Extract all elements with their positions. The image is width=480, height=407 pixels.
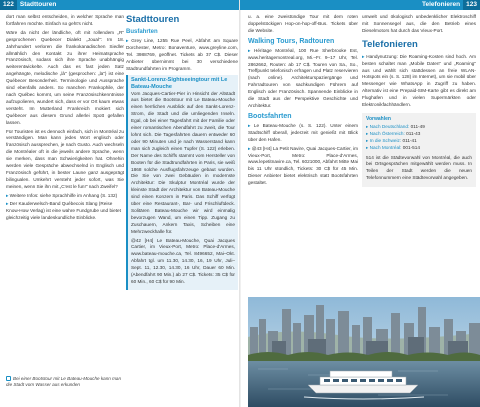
info-list [6,193,124,222]
camera-icon [6,376,11,381]
right-column-2 [362,14,476,296]
boat-entry: ▸ @43 [H4] La Petit Navire, Quai Jacques-Cartier, im Vieux-Port, Metro: Place-d'Armes, www.lepetitnavire.ca, Tel. 6021000, Abfahrt Mitte Mai bis 11 Uhr stündlich, Tickets: 30 C$ für 45 Min. Dieser Anbieter bietet elektrisch statt Bootsfahrten gestaltet. [248,145,358,186]
right-page-header [240,0,480,10]
arrow-icon: ▸ [248,47,254,53]
arrow-icon: ▸ [248,122,254,128]
prefix-row: ▸ In die Schweiz: 011-41 [366,137,417,143]
section-heading-telefonieren: Telefonieren [362,38,418,50]
bus-entry: ▸ Grey Line, 1255 Rue Peel, Abfahrt am Square Dorchester, Metro: Bonaventure, www.greyline.com, Tel. 3988769, geöffnet. Tickets ab 37 C$. Dieser Anbieter übernimmt bei 30 verschiedene Stadtrundfahrten im Programm. [126,38,238,71]
subheading-walking-tours: Walking Tours, Radtouren [248,37,335,45]
section-heading-stadttouren: Stadttouren [126,14,180,25]
right-page-title: Telefonieren [421,1,461,8]
prefix-row: ▸ Nach Deutschland: 011-49 [366,123,425,129]
right-page [240,0,480,407]
skyline-illustration [248,297,480,407]
left-column-1 [6,14,124,296]
tip-title: Sankt-Lorenz-Sightseeingtour mit Le Bateau-Mouche [131,76,228,90]
right-page-number: 123 [463,0,480,10]
arrow-icon: ▸ [366,144,370,150]
left-page-header [0,0,240,10]
tip-box [126,75,238,290]
montreal-boat-photo [248,297,480,407]
prefix-box [362,113,476,187]
list-item: ▸ Weitere Infos: siehe Sprachhilfe im Anhang (S. 132) [6,192,118,198]
subheading-bootsfahrten: Bootsfahrten [248,112,292,120]
arrow-icon: ▸ [126,38,132,43]
arrow-icon: ▸ [6,201,10,207]
left-column-2 [126,14,238,296]
list-item: ▸ Der Kauderwelsch-Band Québecois Slang (Reise Know-How Verlag) ist eine wahre Fundgrube und bietet gleichzeitig viele landeskundliche Einblicke. [6,201,121,220]
paragraph: dort man selbst entscheiden, in welcher Sprache man fortfahren möchte. Einfach so geht's nicht. [6,14,124,26]
arrow-icon: ▸ [366,137,370,143]
arrow-icon: ▸ [366,130,370,136]
phone-entry: ▸ Handynutzung: Die Roaming-Kosten sind hoch. Am besten schaltet man „Mobile Daten" und „Roaming" aus und wählt sich stattdessen an freie WLAN-Hotspots ein (s. S. 128) im Internet), um sie mobil über Messenger wie WhatsApp in Zugriff zu haben. Alternativ ist eine Prepaid-SIM-Karte gibt es direkt am Flughafen und in vielen Supermärkten oder Elektronikfachhändlern. [362,53,476,108]
tip-text: Vom Jacques-Cartier-Pier in Hinsicht der Altstadt aus bietet die Bootstour mit Le Bateau-Mouche einen herrlichen Ausblick auf den Sankt-Lorenz-Strom, die Stadt und die umliegenden Inseln. Egal, ob bei einer Tagesfahrt mit der Familie oder einer romantischen Abendfahrt zu zweit, die Tour lohnt sich. Die Tagesfahrten dauern entweder 60 oder 90 Minuten und je nach Wasserstand kann man sich zugleich einen Tupfer (S. 122) erleben. Der Name des Schiffs stammt vom Hersteller von Booten für die Stadtrundfahrten in Paris, sie weiß 1868 solche Ausflugsfahrzeuge gebaut wurden. Die Sie von zwei Gebäuden in modernste Architektur: Die Skulptur Montréal wurde der kleinste Stadt der Architektur von Bateau-Mouche sind einen Konzern in Paris. Das Schiff verfügt über eine Restaurant-, Bar- und Frischluftdeck. Solitären Bateau-Mouche wir wird einmalig bevorzugen Wand, um einen Tipp. Zugang zu Zuschauern, Ankern Taxis, Scheiben eine Mehrzweckhalle für. [131,90,235,234]
subheading-busfahrten: Busfahrten [126,29,158,35]
arrow-icon: ▸ [366,123,370,129]
arrow-icon: ▸ [6,192,10,198]
paragraph: umwelt und ökologisch unbedenklicher Elektroschiff mit Sonnensegel aus, die den Betrieb eines Dieselmotors hat durch das Vieux-Port. [362,14,476,33]
left-page-number: 122 [0,0,17,10]
walking-entry: ▸ Héritage Montréal, 100 Rue Sherbrooke Est, www.heritagemontreal.org, Mi.–Fr. 9–17 Uhr, Tel. 2862662, Routen: ab 17 C$. Touren von Sa., So., Treffpunkt telefonisch erfragen und Platz reservieren (nach online). Architekturspaziergänge und Fahrradtouren von sachkundigen Führern auf Englisch oder Französisch. Spannende Einblicke in die Stadt aus der Perspektive Geschichte und Architektur. [248,47,358,108]
prefix-row: ▸ Nach Montréal: 001-514 [366,144,420,150]
paragraph: Für Touristen ist es dennoch einfach, sich in Montréal zu verständigen. Man kann jedes Wort englisch oder französisch aussprechen, je nach Gusto. Auch wechseln die Montréaler oft in die jeweils andere Sprache, wenn sie merken, dass man Schwierigkeiten hat. Ohnehin werden viele Gespräche abwechselnd in Englisch und Französisch geführt, in bester Laune ganz ausgeprägt bilingualen. Umkehrt versteht jeder sofort, was Sie meinen, wenn Sie ihn mit „C'est le fun!" nach Zweifel? [6,128,124,189]
boat-entry: ▸ Le Bateau-Mouche (s. S. 122). Unter einem Stadtschiff überall, jederzeit mit genießt mit Blick über den Hafen. [248,122,358,142]
left-page-title: Stadttouren [19,1,57,8]
prefix-box-title: Vorwahlen [366,115,391,122]
prefix-row: ▸ Nach Österreich: 011-43 [366,130,421,136]
paragraph: Wäre da nicht der ländliche, oft mit rollendem „R" gesprochenen Quebecer Dialekt „Joual": Im 18. Jahrhundert verloren die frankokanadischen Siedler allmählich den Kontakt zu ihrer Heimatsprache Französisch, sodass sich ihre Sprache unabhängig weiterentwickelte. Auch das es fast jeden Satz angehängte, melodische „là" (gesprochen: „la") ist eine Québecer Besonderheit. Terminologie und Aussprache sind ebenfalls anders. So manchen Frankophile, der nach Québec kommt, um seine Französischkenntnisse aufzupolieren, wundert sich, dass er vor Ort kaum etwas versteht. Im Mutterland Frankreich mokiert sich Québecer aus diesem Grund allerlei Spott gefallen lassen. [6,29,124,125]
paragraph: u. a. eine zweistündige Tour mit dem roten doppelstöckigen Hop-on-hop-off-Bus. Tickets über die Website. [248,14,358,33]
photo-caption: Bei einer Bootstour mit Le Bateau-Mouche kann man die Stadt vom Wasser aus erkunden [6,376,122,387]
arrow-icon: ▸ [362,53,367,59]
arrow-icon: ▸ [248,145,252,151]
prefix-box-note: 514 ist die Städtevorwahl von Montréal, die auch bei Ortsgesprächen mitgewählt werden muss. In Teilen der Stadt werden die neuen Telefonnummern eine Städtevorwahl angegeben. [366,154,472,181]
right-column-1 [248,14,358,296]
tip-details: @42 [H4] Le Bateau-Mouche, Quai Jacques Cartier, im Vieux-Port, Metro: Place-d'Armes, www.bateau-mouche.ca, Tel. 8496652, Mai–Okt. Abfahrt tgl. um 11.30, 14.30, 16, 19 Uhr, Juli–Sept. 11, 12.30, 14.30, 16 Uhr, Dauer 60 Min. (Abendfahrt 90 Min.) ab 27 C$. Tickets: 35 C$ für 60 Min., 60 C$ für 90 Min. [131,237,235,284]
